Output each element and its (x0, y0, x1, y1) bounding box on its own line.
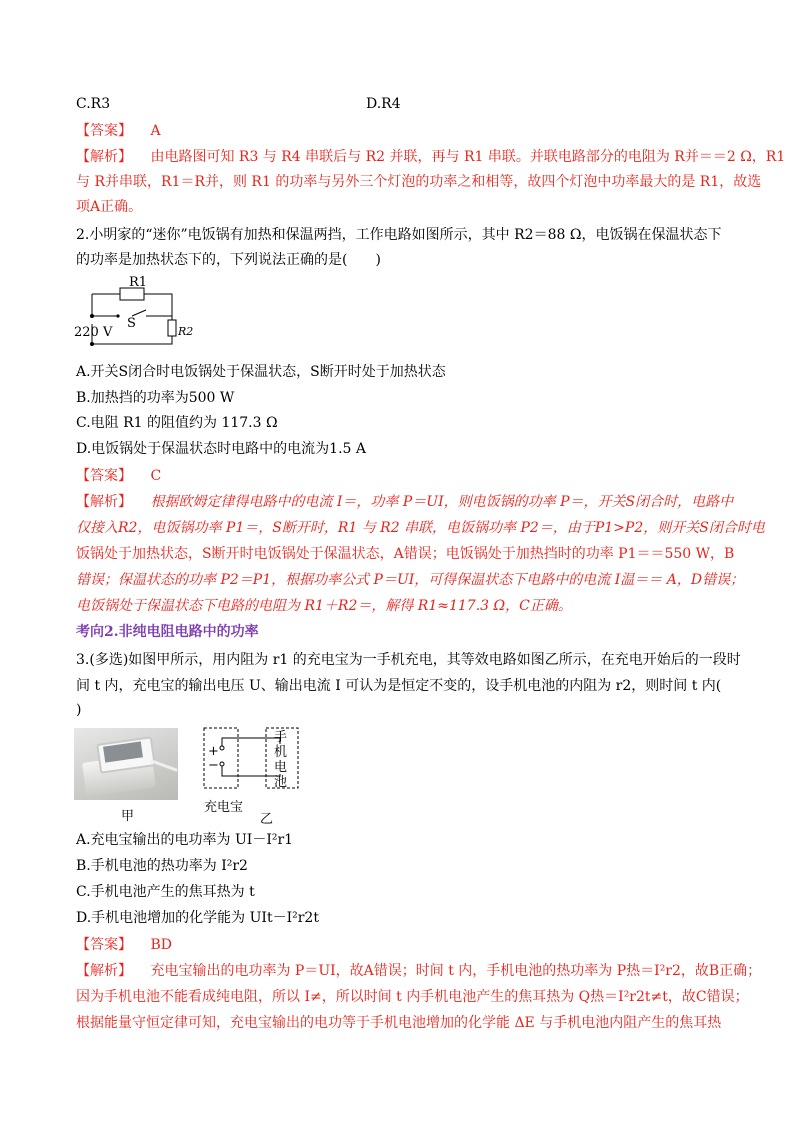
answer-value: A (150, 123, 161, 139)
phone-battery-label: 手 机 电 池 (274, 730, 288, 790)
q3-stem-line-1: 3.(多选)如图甲所示，用内阻为 r1 的充电宝为一手机充电，其等效电路如图乙所示，在充电开始后的一段时 (76, 652, 741, 668)
q2-answer-row (76, 466, 161, 486)
q2-analysis-line-3: 饭锅处于加热状态，S断开时电饭锅处于保温状态，A错误；电饭锅处于加热挡时的功率 P1＝＝550 W，B (76, 546, 735, 562)
answer-value: BD (150, 937, 172, 953)
answer-value: C (150, 468, 162, 484)
q3-option-b: B.手机电池的热功率为 I²r2 (76, 858, 248, 874)
q2-option-c: C.电阻 R1 的阻值约为 117.3 Ω (76, 415, 278, 431)
q2-analysis-line-4: 错误；保温状态的功率 P2＝P1，根据功率公式 P＝UI，可得保温状态下电路中的电流 I温＝＝ A，D错误； (76, 572, 745, 588)
q3-answer-row (76, 935, 172, 955)
q2-analysis-line-5: 电饭锅处于保温状态下电路的电阻为 R1＋R2＝，解得 R1≈117.3 Ω，C正确。 (76, 598, 572, 614)
analysis-text: 充电宝输出的电功率为 P＝UI，故A错误；时间 t 内，手机电池的热功率为 P热＝I²r2，故B正确； (150, 963, 762, 979)
q3-analysis-line-1 (76, 961, 761, 981)
analysis-label: 【解析】 (76, 149, 132, 165)
fig-b-label: 乙 (260, 812, 274, 827)
power-bank-photo (74, 728, 178, 800)
q3-analysis-line-3: 根据能量守恒定律可知，充电宝输出的电功等于手机电池增加的化学能 ΔE 与手机电池内阻产生的焦耳热 (76, 1015, 722, 1031)
q1-option-c: C.R3 (76, 96, 111, 112)
section-heading: 考向2.非纯电阻电路中的功率 (76, 624, 259, 640)
r2-resistor (168, 320, 176, 336)
answer-label: 【答案】 (76, 123, 132, 139)
q2-option-b: B.加热挡的功率为500 W (76, 390, 235, 406)
fig-a-label: 甲 (121, 809, 135, 824)
q2-analysis-line-2: 仅接入R2，电饭锅功率 P1＝，S断开时，R1 与 R2 串联，电饭锅功率 P2＝，由于P1>P2，则开关S闭合时电 (76, 520, 765, 536)
minus-terminal: − (208, 758, 219, 773)
q1-answer-row (76, 121, 161, 141)
q3-analysis-line-2: 因为手机电池不能看成纯电阻，所以 I≠，所以时间 t 内手机电池产生的焦耳热为 Q热＝I²r2t≠t，故C错误； (76, 989, 749, 1005)
r1-label: R1 (129, 275, 148, 290)
q2-stem-line-2: 的功率是加热状态下的，下列说法正确的是( ) (76, 252, 381, 268)
q3-stem-line-2: 间 t 内，充电宝的输出电压 U、输出电流 I 可认为是恒定不变的，设手机电池的内阻为 r2，则时间 t 内( (76, 678, 722, 694)
analysis-label: 【解析】 (76, 494, 132, 510)
q2-analysis-line-1 (76, 492, 733, 512)
answer-label: 【答案】 (76, 937, 132, 953)
analysis-label: 【解析】 (76, 963, 132, 979)
q3-stem-line-3: ) (76, 702, 82, 718)
q3-option-d: D.手机电池增加的化学能为 UIt－I²r2t (76, 910, 319, 926)
q2-option-a: A.开关S闭合时电饭锅处于保温状态，S断开时处于加热状态 (76, 364, 446, 380)
analysis-text: 根据欧姆定律得电路中的电流 I＝，功率 P＝UI，则电饭锅的功率 P＝，开关S闭合时，电路中 (150, 494, 734, 510)
r2-label: R2 (178, 325, 194, 338)
q1-analysis-line-2: 与 R并串联，R1＝R并，则 R1 的功率与另外三个灯泡的功率之和相等，故四个灯泡中功率最大的是 R1，故选 (76, 174, 762, 190)
q3-option-a: A.充电宝输出的电功率为 UI－I²r1 (76, 832, 294, 848)
plus-terminal: + (208, 744, 219, 759)
analysis-text: 由电路图可知 R3 与 R4 串联后与 R2 并联，再与 R1 串联。并联电路部分的电阻为 R并＝＝2 Ω，R1 (150, 149, 786, 165)
q1-analysis-line-3: 项A正确。 (76, 199, 143, 215)
voltage-label: 220 V (74, 325, 113, 340)
switch-label: S (127, 316, 136, 331)
answer-label: 【答案】 (76, 468, 132, 484)
q1-analysis-line-1 (76, 147, 785, 167)
q3-option-c: C.手机电池产生的焦耳热为 t (76, 884, 255, 900)
q2-option-d: D.电饭锅处于保温状态时电路中的电流为1.5 A (76, 441, 366, 457)
power-bank-label: 充电宝 (204, 800, 244, 815)
q1-option-d: D.R4 (366, 96, 401, 112)
q2-stem-line-1: 2.小明家的“迷你”电饭锅有加热和保温两挡，工作电路如图所示，其中 R2＝88 Ω，电饭锅在保温状态下 (76, 227, 722, 243)
